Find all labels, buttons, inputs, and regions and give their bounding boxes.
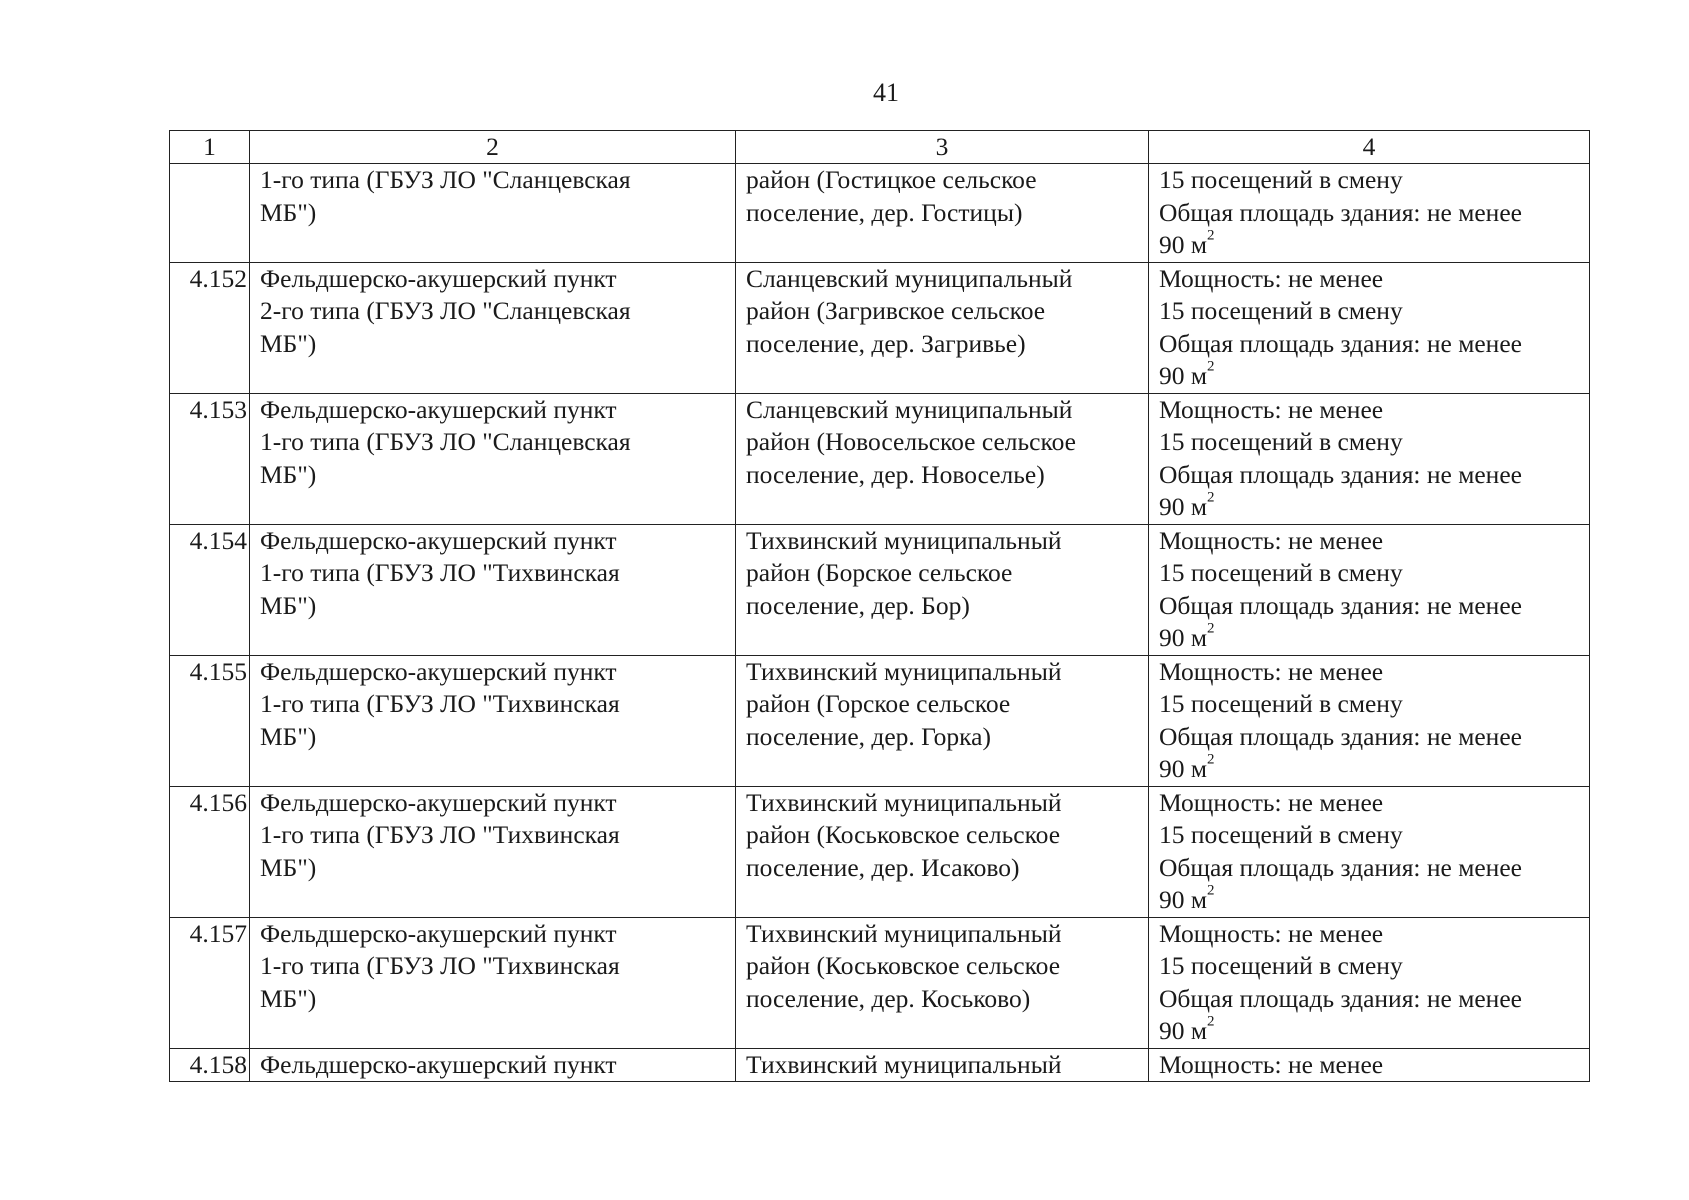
location-line: поселение, дер. Горка): [746, 721, 991, 751]
location-cell: [736, 655, 1149, 786]
facility-line: 1-го типа (ГБУЗ ЛО "Сланцевская: [260, 165, 631, 194]
facility-line: 1-го типа (ГБУЗ ЛО "Тихвинская: [260, 820, 620, 849]
params-line: Общая площадь здания: не менее: [1159, 590, 1522, 620]
area-unit-superscript: 2: [1207, 751, 1215, 768]
facility-line: Фельдшерско-акушерский пункт: [260, 525, 617, 555]
table-row: [170, 164, 1590, 263]
params-area-line: [1159, 884, 1581, 917]
location-cell: [736, 262, 1149, 393]
area-unit-superscript: 2: [1207, 227, 1215, 244]
facility-line: Фельдшерско-акушерский пункт: [260, 918, 617, 948]
location-cell: [736, 164, 1149, 263]
area-unit-superscript: 2: [1207, 489, 1215, 506]
header-row: [170, 131, 1590, 164]
params-line: 15 посещений в смену: [1159, 951, 1403, 980]
facility-line: МБ"): [260, 459, 317, 489]
row-number: 4.158: [170, 1048, 250, 1082]
location-line: район (Загривское сельское: [746, 296, 1046, 325]
facility-line: Фельдшерско-акушерский пункт: [260, 656, 617, 686]
params-cell: [1149, 655, 1590, 786]
params-line: Общая площадь здания: не менее: [1159, 459, 1522, 489]
facility-cell: [250, 786, 736, 917]
column-header-2: 2: [250, 131, 736, 164]
location-line: район (Гостицкое сельское: [746, 165, 1037, 194]
facility-line: Фельдшерско-акушерский пункт: [260, 394, 617, 424]
table-row: [170, 655, 1590, 786]
facilities-table: [169, 130, 1590, 1082]
facility-line: МБ"): [260, 328, 317, 358]
column-header-3: 3: [736, 131, 1149, 164]
params-line: Мощность: не менее: [1159, 263, 1384, 293]
params-line: Общая площадь здания: не менее: [1159, 983, 1522, 1013]
params-cell: [1149, 262, 1590, 393]
params-cell: [1149, 786, 1590, 917]
params-cell: [1149, 524, 1590, 655]
facility-line: 2-го типа (ГБУЗ ЛО "Сланцевская: [260, 296, 631, 325]
facility-cell: [250, 1048, 736, 1082]
location-cell: [736, 917, 1149, 1048]
area-value: 90 м: [1159, 230, 1208, 259]
params-area-line: [1159, 491, 1581, 524]
params-line: 15 посещений в смену: [1159, 427, 1403, 456]
params-area-line: [1159, 360, 1581, 393]
row-number: [170, 164, 250, 263]
location-cell: [736, 786, 1149, 917]
location-line: Тихвинский муниципальный: [746, 918, 1062, 948]
location-line: поселение, дер. Исаково): [746, 852, 1020, 882]
column-header-1: 1: [170, 131, 250, 164]
params-cell: [1149, 164, 1590, 263]
location-cell: [736, 393, 1149, 524]
facility-line: Фельдшерско-акушерский пункт: [260, 1049, 617, 1079]
location-cell: [736, 524, 1149, 655]
params-line: Общая площадь здания: не менее: [1159, 328, 1522, 358]
facility-line: 1-го типа (ГБУЗ ЛО "Сланцевская: [260, 427, 631, 456]
area-value: 90 м: [1159, 623, 1208, 652]
params-line: Мощность: не менее: [1159, 394, 1384, 424]
facility-cell: [250, 164, 736, 263]
location-line: Тихвинский муниципальный: [746, 525, 1062, 555]
location-line: район (Новосельское сельское: [746, 427, 1076, 456]
location-line: поселение, дер. Коськово): [746, 983, 1031, 1013]
area-unit-superscript: 2: [1207, 620, 1215, 637]
location-line: поселение, дер. Загривье): [746, 328, 1026, 358]
params-line: Общая площадь здания: не менее: [1159, 197, 1522, 227]
facility-line: МБ"): [260, 852, 317, 882]
params-line: Мощность: не менее: [1159, 918, 1384, 948]
params-line: 15 посещений в смену: [1159, 558, 1403, 587]
params-area-line: [1159, 1015, 1581, 1048]
location-line: Сланцевский муниципальный: [746, 263, 1073, 293]
facility-line: МБ"): [260, 197, 317, 227]
facility-cell: [250, 917, 736, 1048]
area-unit-superscript: 2: [1207, 882, 1215, 899]
params-line: Общая площадь здания: не менее: [1159, 852, 1522, 882]
area-unit-superscript: 2: [1207, 1013, 1215, 1030]
row-number: 4.152: [170, 262, 250, 393]
params-line: 15 посещений в смену: [1159, 689, 1403, 718]
location-cell: [736, 1048, 1149, 1082]
row-number: 4.157: [170, 917, 250, 1048]
facility-line: 1-го типа (ГБУЗ ЛО "Тихвинская: [260, 689, 620, 718]
location-line: поселение, дер. Новоселье): [746, 459, 1045, 489]
params-cell: [1149, 1048, 1590, 1082]
facility-line: 1-го типа (ГБУЗ ЛО "Тихвинская: [260, 558, 620, 587]
params-line: 15 посещений в смену: [1159, 820, 1403, 849]
facility-cell: [250, 262, 736, 393]
location-line: район (Коськовское сельское: [746, 820, 1061, 849]
location-line: поселение, дер. Бор): [746, 590, 970, 620]
params-line: Мощность: не менее: [1159, 1049, 1384, 1079]
area-value: 90 м: [1159, 361, 1208, 390]
column-header-4: 4: [1149, 131, 1590, 164]
table-row: [170, 917, 1590, 1048]
location-line: район (Коськовское сельское: [746, 951, 1061, 980]
location-line: Тихвинский муниципальный: [746, 656, 1062, 686]
params-area-line: [1159, 229, 1581, 262]
page-number: 41: [873, 78, 899, 107]
params-line: Мощность: не менее: [1159, 525, 1384, 555]
table-row: [170, 262, 1590, 393]
table-row: [170, 1048, 1590, 1082]
params-line: 15 посещений в смену: [1159, 296, 1403, 325]
table-row: [170, 786, 1590, 917]
row-number: 4.155: [170, 655, 250, 786]
facility-cell: [250, 655, 736, 786]
row-number: 4.153: [170, 393, 250, 524]
params-line: Мощность: не менее: [1159, 656, 1384, 686]
row-number: 4.156: [170, 786, 250, 917]
row-number: 4.154: [170, 524, 250, 655]
facility-line: Фельдшерско-акушерский пункт: [260, 787, 617, 817]
area-value: 90 м: [1159, 754, 1208, 783]
facility-line: МБ"): [260, 721, 317, 751]
params-line: Общая площадь здания: не менее: [1159, 721, 1522, 751]
facility-line: 1-го типа (ГБУЗ ЛО "Тихвинская: [260, 951, 620, 980]
facility-line: МБ"): [260, 983, 317, 1013]
facility-line: МБ"): [260, 590, 317, 620]
params-cell: [1149, 393, 1590, 524]
params-area-line: [1159, 622, 1581, 655]
facility-cell: [250, 393, 736, 524]
params-cell: [1149, 917, 1590, 1048]
params-area-line: [1159, 753, 1581, 786]
area-value: 90 м: [1159, 492, 1208, 521]
facility-line: Фельдшерско-акушерский пункт: [260, 263, 617, 293]
location-line: Сланцевский муниципальный: [746, 394, 1073, 424]
location-line: район (Горское сельское: [746, 689, 1011, 718]
params-line: 15 посещений в смену: [1159, 165, 1403, 194]
facility-cell: [250, 524, 736, 655]
area-value: 90 м: [1159, 1016, 1208, 1045]
area-value: 90 м: [1159, 885, 1208, 914]
table-row: [170, 524, 1590, 655]
location-line: район (Борское сельское: [746, 558, 1013, 587]
params-line: Мощность: не менее: [1159, 787, 1384, 817]
location-line: Тихвинский муниципальный: [746, 1049, 1062, 1079]
area-unit-superscript: 2: [1207, 358, 1215, 375]
table-row: [170, 393, 1590, 524]
location-line: Тихвинский муниципальный: [746, 787, 1062, 817]
location-line: поселение, дер. Гостицы): [746, 197, 1023, 227]
